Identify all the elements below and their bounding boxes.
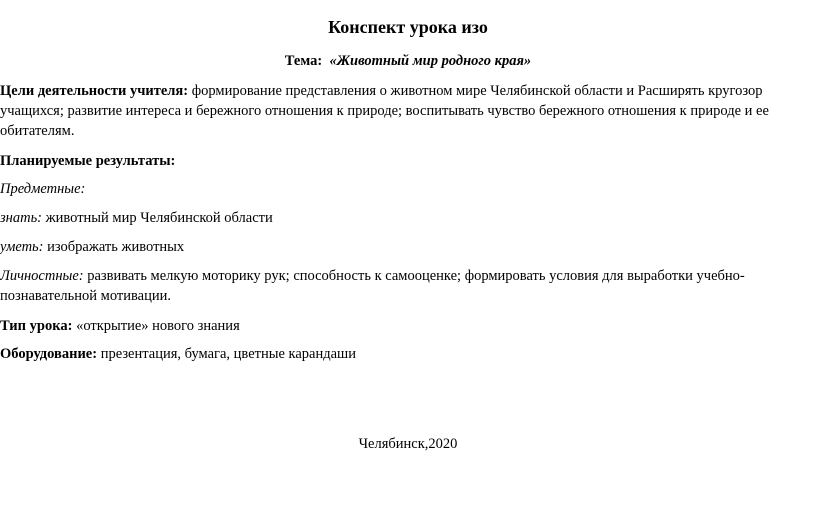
lesson-type-text: «открытие» нового знания [72, 318, 240, 334]
goals-text: формирование представления о животном мире Челябинской области и Расширять кругозор учащихся; развитие интереса и бережного отношения к природе; воспитывать чувство бережного отношения к природе и ее обитателям. [0, 83, 769, 139]
lesson-topic [0, 52, 816, 70]
equipment [0, 344, 800, 364]
planned-results-heading [0, 151, 800, 171]
personal-results [0, 266, 800, 306]
results-label: Планируемые результаты: [0, 153, 176, 169]
goals-label: Цели деятельности учителя: [0, 83, 189, 99]
can-line [0, 237, 800, 257]
personal-label: Личностные: [0, 268, 84, 284]
teacher-goals [0, 81, 800, 141]
lesson-type [0, 316, 800, 336]
topic-value: «Животный мир родного края» [329, 53, 532, 69]
know-label: знать: [0, 210, 42, 226]
know-line [0, 208, 800, 228]
document-title: Конспект урока изо [328, 17, 488, 37]
know-text: животный мир Челябинской области [42, 210, 273, 226]
city-year-text: Челябинск,2020 [358, 436, 458, 452]
can-label: уметь: [0, 239, 44, 255]
city-year [0, 435, 816, 453]
subject-label: Предметные: [0, 181, 86, 197]
topic-label: Тема: [284, 53, 330, 69]
equipment-text: презентация, бумага, цветные карандаши [97, 346, 356, 362]
equipment-label: Оборудование: [0, 346, 98, 362]
can-text: изображать животных [43, 239, 185, 255]
personal-text: развивать мелкую моторику рук; способность к самооценке; формировать условия для выработки учебно-познавательной мотивации. [0, 268, 745, 304]
subject-results-heading [0, 179, 800, 199]
lesson-type-label: Тип урока: [0, 318, 73, 334]
